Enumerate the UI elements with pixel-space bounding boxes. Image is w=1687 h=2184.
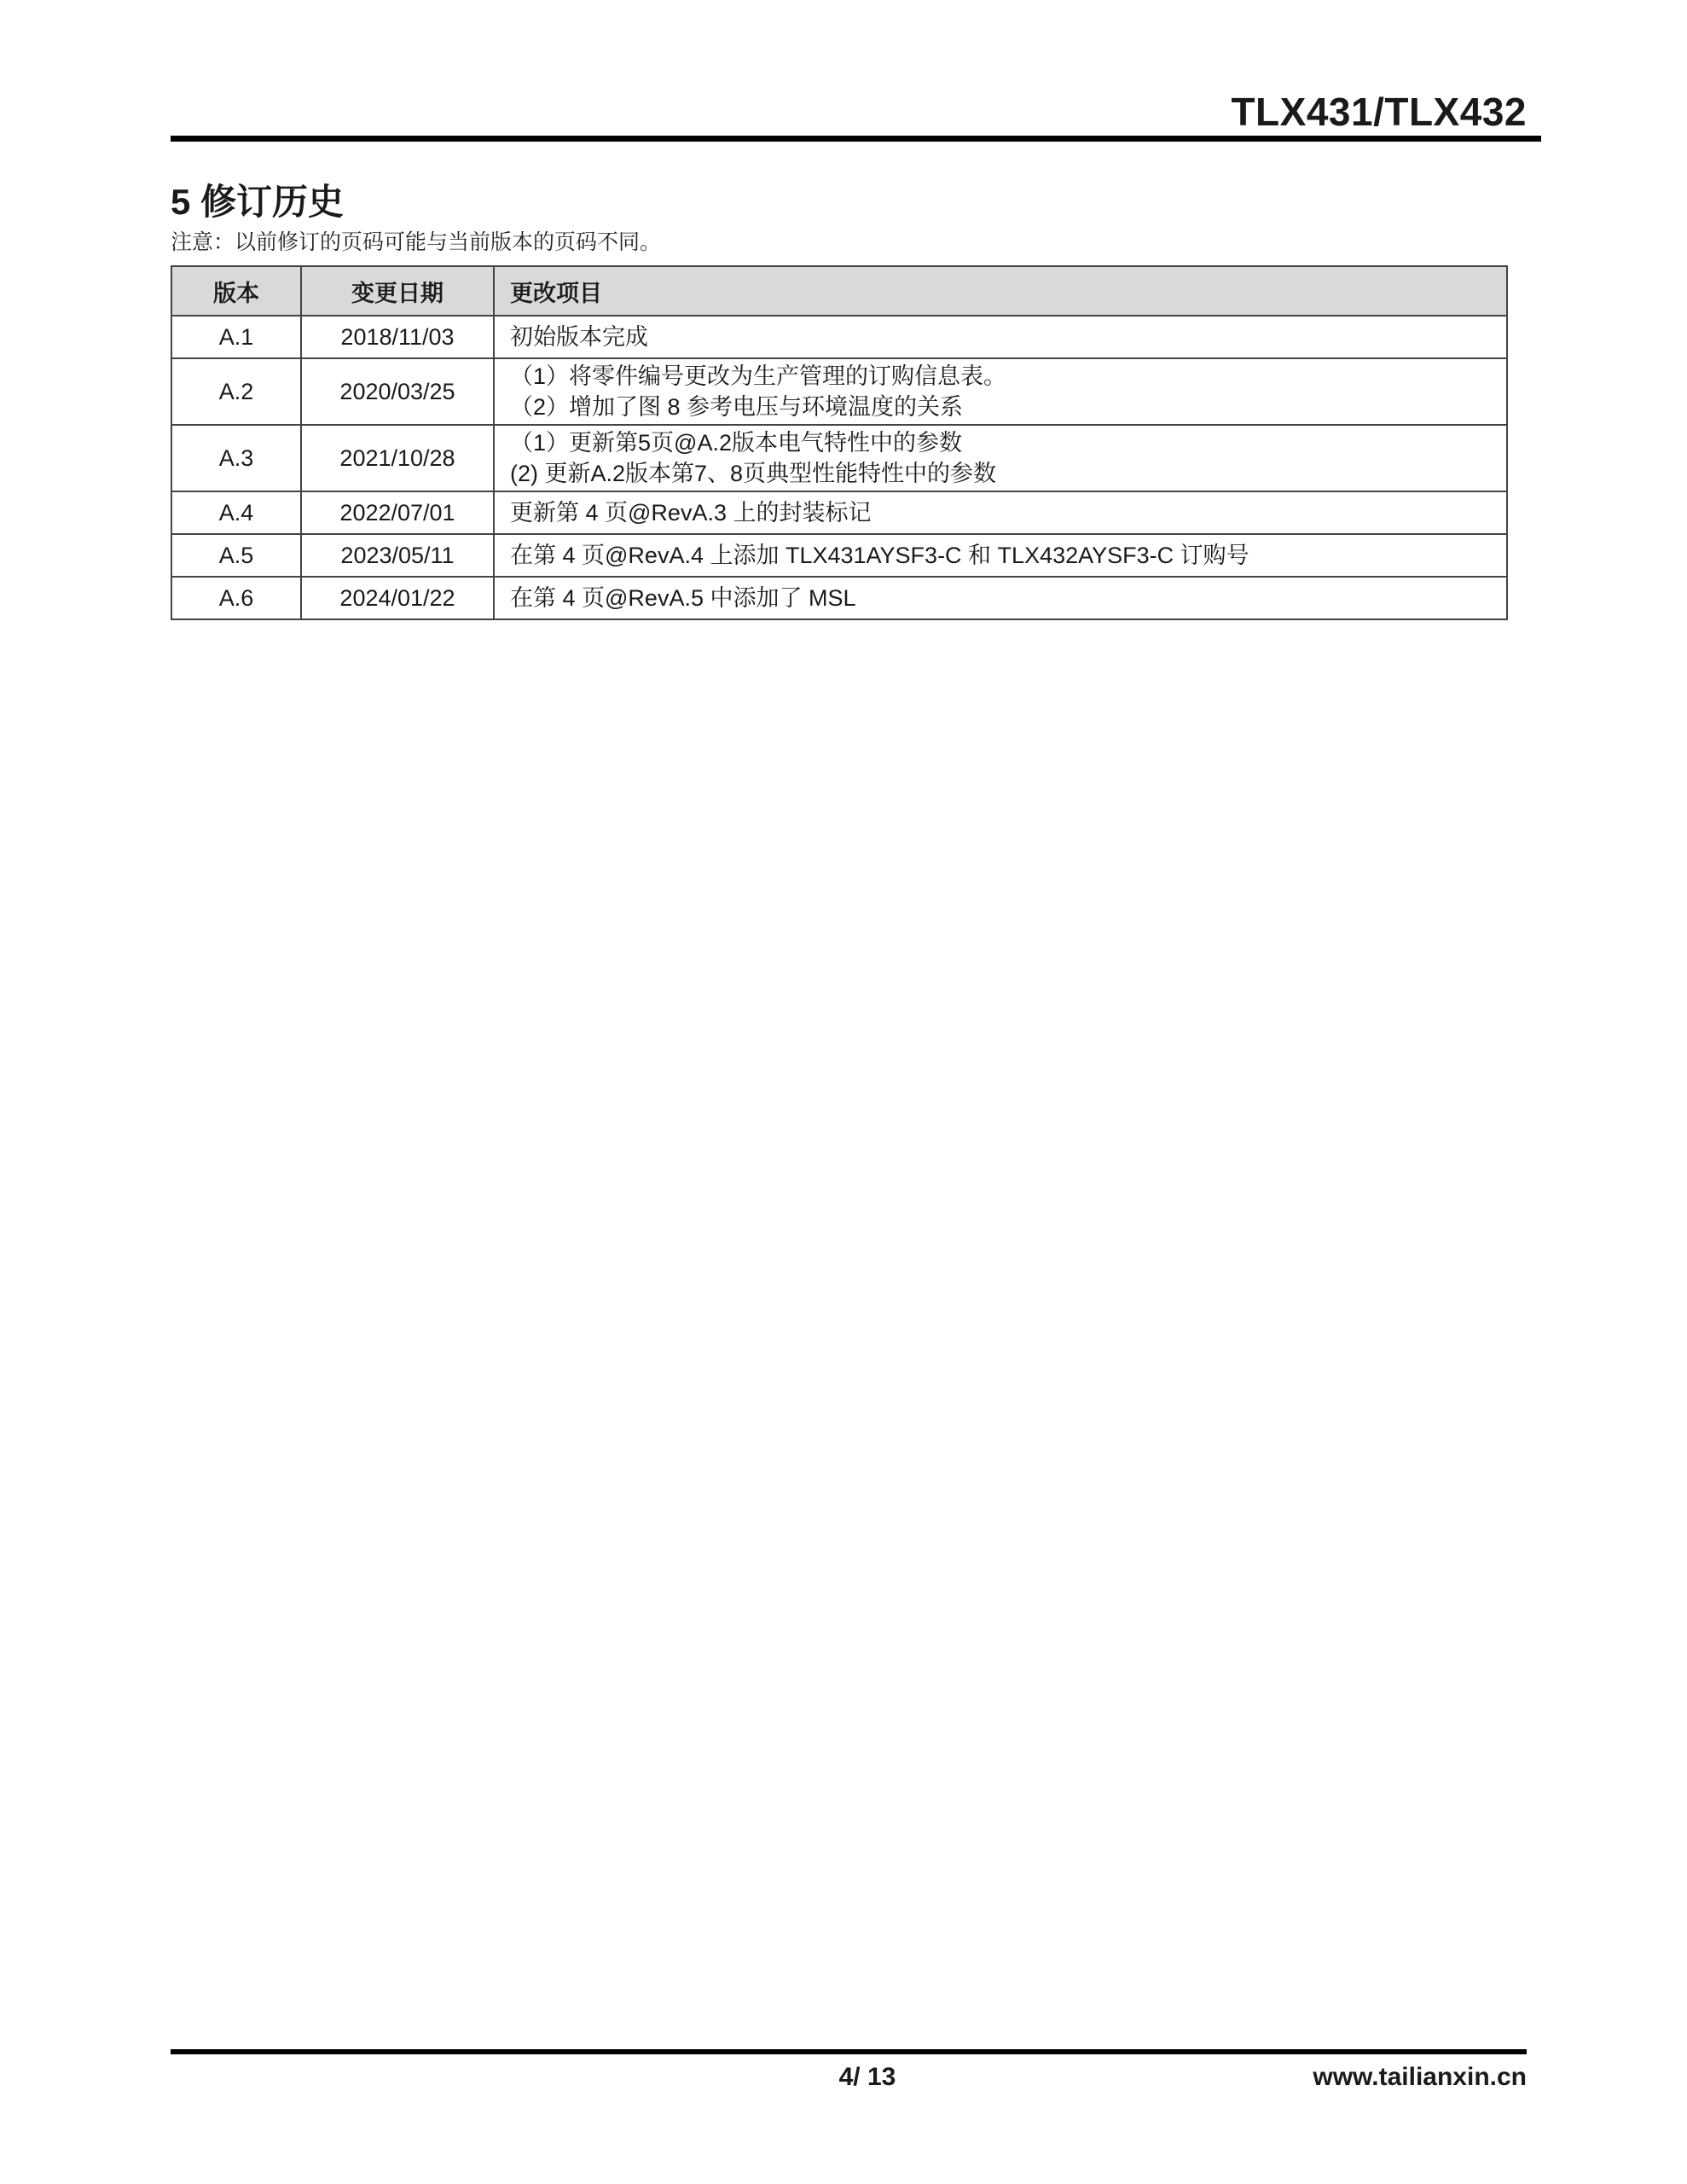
revision-note: 注意：以前修订的页码可能与当前版本的页码不同。	[171, 230, 662, 254]
cell-version: A.6	[171, 577, 301, 619]
table-row	[171, 425, 1507, 491]
table-row	[171, 358, 1507, 425]
table-row	[171, 534, 1507, 577]
section-heading: 5 修订历史	[171, 182, 345, 222]
change-line: （1）将零件编号更改为生产管理的订购信息表。	[510, 363, 1007, 389]
change-line: 在第 4 页@RevA.4 上添加 TLX431AYSF3-C 和 TLX432AYSF3-C 订购号	[510, 543, 1249, 568]
header-changes: 更改项目	[494, 266, 1507, 316]
change-line: 初始版本完成	[510, 324, 648, 350]
table-row	[171, 491, 1507, 534]
cell-version: A.4	[171, 491, 301, 534]
page-number: 4/ 13	[838, 2063, 896, 2091]
header-divider	[171, 136, 1541, 142]
cell-version: A.1	[171, 316, 301, 358]
header-date: 变更日期	[301, 266, 494, 316]
cell-changes	[494, 577, 1507, 619]
cell-changes	[494, 316, 1507, 358]
change-line: 更新第 4 页@RevA.3 上的封装标记	[510, 500, 872, 526]
revision-history-table	[171, 265, 1508, 620]
table-row	[171, 316, 1507, 358]
website-link[interactable]: www.tailianxin.cn	[1313, 2063, 1527, 2091]
cell-changes	[494, 425, 1507, 491]
change-line: (2) 更新A.2版本第7、8页典型性能特性中的参数	[510, 461, 997, 486]
cell-version: A.3	[171, 425, 301, 491]
cell-version: A.2	[171, 358, 301, 425]
cell-date: 2024/01/22	[301, 577, 494, 619]
cell-date: 2022/07/01	[301, 491, 494, 534]
cell-changes	[494, 491, 1507, 534]
table-row	[171, 577, 1507, 619]
cell-date: 2021/10/28	[301, 425, 494, 491]
document-title: TLX431/TLX432	[1231, 90, 1527, 134]
cell-date: 2018/11/03	[301, 316, 494, 358]
cell-changes	[494, 534, 1507, 577]
footer-divider	[171, 2049, 1527, 2054]
change-line: （1）更新第5页@A.2版本电气特性中的参数	[510, 430, 962, 456]
cell-version: A.5	[171, 534, 301, 577]
table-header-row	[171, 266, 1507, 316]
cell-date: 2023/05/11	[301, 534, 494, 577]
cell-changes	[494, 358, 1507, 425]
header-version: 版本	[171, 266, 301, 316]
change-line: 在第 4 页@RevA.5 中添加了 MSL	[510, 585, 856, 611]
cell-date: 2020/03/25	[301, 358, 494, 425]
change-line: （2）增加了图 8 参考电压与环境温度的关系	[510, 394, 964, 420]
